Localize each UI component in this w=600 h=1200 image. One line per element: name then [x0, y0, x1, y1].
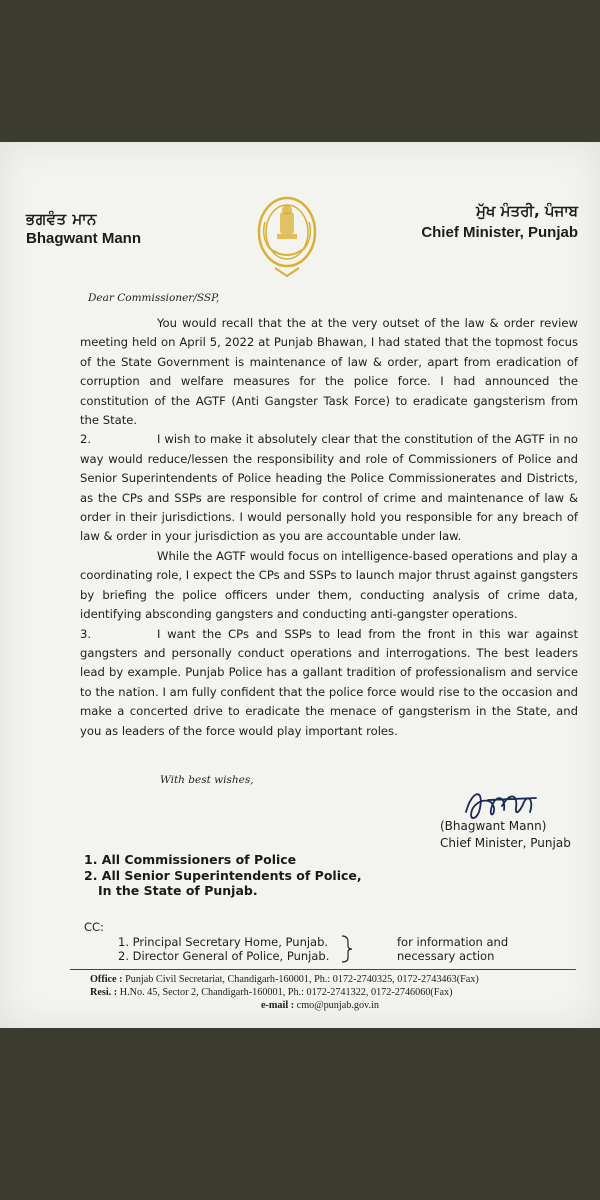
- cc-item-1: 1. Principal Secretary Home, Punjab.: [118, 935, 329, 949]
- salutation: Dear Commissioner/SSP,: [88, 292, 220, 304]
- letter-page: [0, 142, 600, 1028]
- footer-email-text: cmo@punjab.gov.in: [296, 1000, 379, 1011]
- cc-list: [118, 935, 329, 963]
- cc-note-line-2: necessary action: [397, 949, 495, 963]
- office-title-punjabi: ਮੁੱਖ ਮੰਤਰੀ, ਪੰਜਾਬ: [476, 202, 578, 220]
- cc-item-2: 2. Director General of Police, Punjab.: [118, 949, 330, 963]
- signatory-block: [440, 818, 571, 852]
- paragraph-3-text: I want the CPs and SSPs to lead from the front in this war against gangsters and personally conduct operations and interrogations. The best leaders lead by example. Punjab Police has a gallant tradition of professionalism and service to the nation. I am fully confident that the police force would rise to the occasion and make a concerted drive to eradicate the menace of gangsterism in the State, and you as leaders of the force would play important roles.: [80, 626, 578, 738]
- right-brace-icon: [340, 934, 354, 964]
- cc-label: CC:: [84, 920, 104, 934]
- letter-body: [80, 314, 578, 741]
- recipients-block: [84, 852, 362, 899]
- letterhead-footer: [90, 973, 550, 1012]
- sender-name-block: [26, 210, 141, 247]
- sender-name-english: Bhagwant Mann: [26, 230, 141, 247]
- paragraph-1: You would recall that the at the very outset of the law & order review meeting held on April 5, 2022 at Punjab Bhawan, I had stated that the topmost focus of the State Government is maintenance of law & order, apart from eradication of corruption and welfare measures for the police force. I had announced the constitution of the AGTF (Anti Gangster Task Force) to eradicate gangsterism from the State.: [80, 316, 578, 428]
- bottom-background-band: [0, 1028, 600, 1200]
- cc-note-line-1: for information and: [397, 935, 509, 949]
- paragraph-2-text: I wish to make it absolutely clear that the constitution of the AGTF in no way would reduce/lessen the responsibility and role of Commissioners of Police and Senior Superintendents of Police heading the Police Commissionerates and Districts, as the CPs and SSPs are responsible for control of crime and maintenance of law & order in their jurisdictions. I would personally hold you responsible for any breach of law & order in your jurisdiction as you are accountable under law.: [80, 432, 578, 544]
- punjab-government-emblem-icon: [249, 192, 325, 282]
- footer-divider: [70, 969, 576, 970]
- footer-office-label: Office :: [90, 974, 123, 985]
- signatory-name: (Bhagwant Mann): [440, 819, 547, 833]
- closing-wishes: With best wishes,: [160, 774, 254, 786]
- sender-office-block: [421, 202, 578, 241]
- sender-name-punjabi: ਭਗਵੰਤ ਮਾਨ: [26, 210, 97, 228]
- recipient-line-3: In the State of Punjab.: [98, 883, 258, 898]
- office-title-english: Chief Minister, Punjab: [421, 224, 578, 241]
- footer-email-label: e-mail :: [261, 1000, 295, 1011]
- paragraph-2-number: 2.: [80, 432, 92, 447]
- recipient-line-1: 1. All Commissioners of Police: [84, 852, 297, 867]
- top-background-band: [0, 0, 600, 142]
- paragraph-3-number: 3.: [80, 626, 92, 641]
- recipient-line-2: 2. All Senior Superintendents of Police,: [84, 867, 362, 883]
- cc-note: [397, 935, 508, 963]
- signatory-title: Chief Minister, Punjab: [440, 836, 571, 850]
- footer-office-text: Punjab Civil Secretariat, Chandigarh-160001, Ph.: 0172-2740325, 0172-2743463(Fax): [125, 974, 479, 985]
- footer-resi-text: H.No. 45, Sector 2, Chandigarh-160001, Ph.: 0172-2741322, 0172-2746060(Fax): [119, 987, 453, 998]
- paragraph-2b: While the AGTF would focus on intelligence-based operations and play a coordinating role, I expect the CPs and SSPs to launch major thrust against gangsters by briefing the police officers under them, conducting analysis of crime data, identifying absconding gangsters and conducting anti-gangster operations.: [80, 548, 578, 622]
- footer-email-line: [90, 999, 550, 1012]
- footer-resi-label: Resi. :: [90, 987, 118, 998]
- footer-office-line: [90, 973, 550, 986]
- footer-resi-line: [90, 986, 550, 999]
